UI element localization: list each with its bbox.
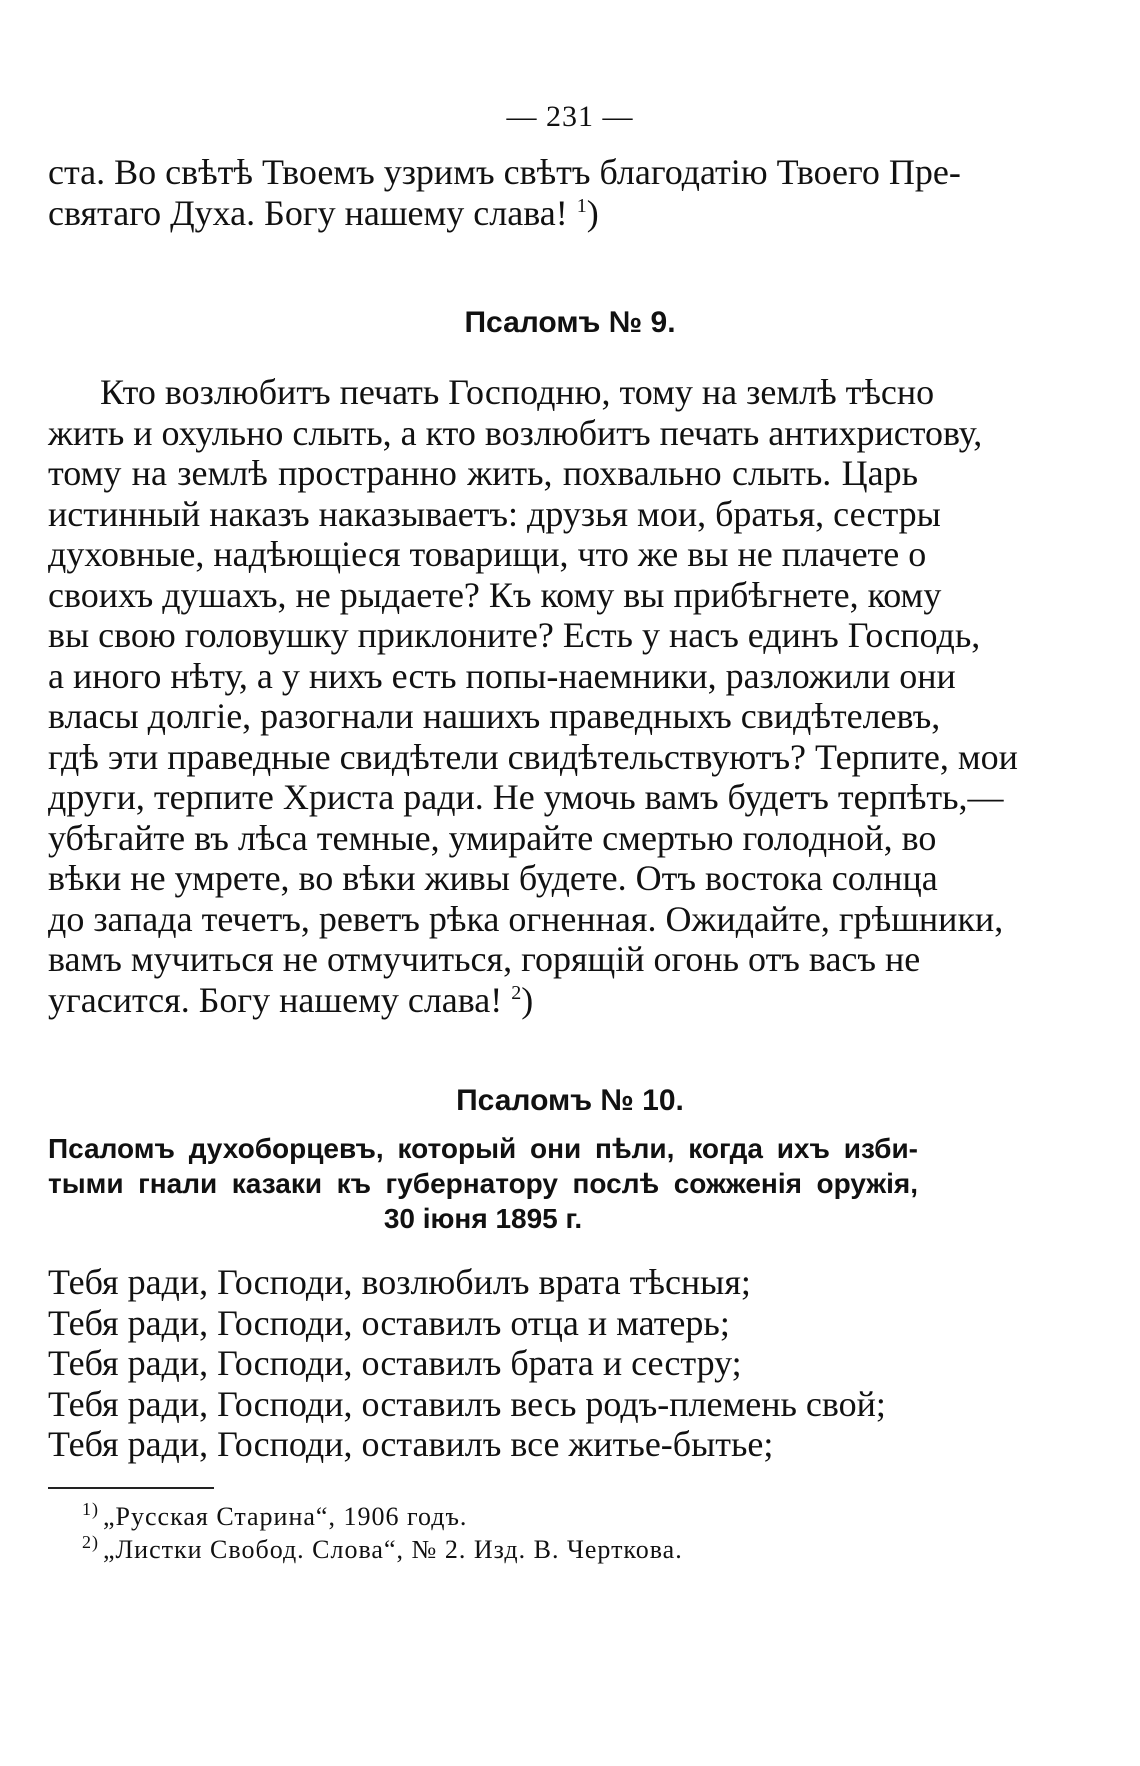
psalm10-verse: Тебя ради, Господи, оставилъ все житье-бытье; — [48, 1424, 774, 1464]
psalm9-line: а иного нѣту, а у нихъ есть попы-наемники, разложили они — [48, 655, 956, 696]
psalm10-verse: Тебя ради, Господи, оставилъ брата и сестру; — [48, 1343, 742, 1383]
psalm9-line: убѣгайте въ лѣса темные, умирайте смертью голодной, во — [48, 817, 937, 858]
footnote-mark: 1) — [82, 1499, 99, 1520]
footnote-divider — [48, 1487, 214, 1489]
psalm9-line: своихъ душахъ, не рыдаете? Къ кому вы прибѣгнете, кому — [48, 574, 942, 615]
footnote-ref-1: 1 — [576, 194, 587, 217]
psalm9-line: истинный наказъ наказываетъ: друзья мои, братья, сестры — [48, 493, 941, 534]
psalm9-line: други, терпите Христа ради. Не умочь вамъ будетъ терпѣть,— — [48, 777, 1004, 817]
psalm10-subtitle-line: Псаломъ духоборцевъ, который они пѣли, когда ихъ изби- — [48, 1133, 918, 1164]
psalm9-line-last — [48, 980, 918, 1021]
psalm9-line: до запада течетъ, реветъ рѣка огненная. Ожидайте, грѣшники, — [48, 898, 1004, 939]
page-number: — 231 — — [506, 100, 634, 133]
psalm9-line-text: угасится. Богу нашему слава! — [48, 979, 503, 1020]
psalm9-line: жить и охульно слыть, а кто возлюбитъ печать антихристову, — [48, 412, 983, 453]
continuation-line: ста. Во свѣтѣ Твоемъ узримъ свѣтъ благодатію Твоего Пре- — [48, 152, 961, 192]
footnote-ref-close: ) — [586, 192, 599, 233]
psalm10-subtitle-line: тыми гнали казаки къ губернатору послѣ сожженія оружія, — [48, 1168, 918, 1199]
psalm10-heading: Псаломъ № 10. — [456, 1084, 684, 1117]
psalm9-heading: Псаломъ № 9. — [464, 306, 676, 339]
psalm9-line: гдѣ эти праведные свидѣтели свидѣтельствуютъ? Терпите, мои — [48, 736, 1018, 777]
psalm9-line: власы долгіе, разогнали нашихъ праведныхъ свидѣтелевъ, — [48, 696, 941, 736]
psalm9-line: вы свою головушку приклоните? Есть у насъ единъ Господь, — [48, 615, 981, 655]
psalm9-line: Кто возлюбитъ печать Господню, тому на землѣ тѣсно — [100, 372, 935, 412]
footnote-mark: 2) — [82, 1532, 99, 1553]
continuation-line-text: святаго Духа. Богу нашему слава! — [48, 192, 568, 233]
footnotes — [82, 1500, 842, 1566]
psalm9-line: вѣки не умрете, во вѣки живы будете. Отъ востока солнца — [48, 858, 938, 898]
footnote-ref-2: 2 — [511, 981, 522, 1004]
footnote-2 — [82, 1533, 842, 1566]
psalm10-verses — [48, 1262, 918, 1465]
continuation-text — [48, 152, 961, 233]
psalm9-line: духовные, надѣющіеся товарищи, что же вы не плачете о — [48, 534, 927, 574]
psalm9-line: вамъ мучиться не отмучиться, горящій огонь отъ васъ не — [48, 939, 921, 979]
psalm10-verse: Тебя ради, Господи, оставилъ отца и матерь; — [48, 1302, 730, 1343]
footnote-text: „Русская Старина“, 1906 годъ. — [103, 1502, 468, 1531]
psalm10-verse: Тебя ради, Господи, возлюбилъ врата тѣсныя; — [48, 1262, 751, 1302]
footnote-ref-close: ) — [521, 979, 534, 1020]
psalm10-verse: Тебя ради, Господи, оставилъ весь родъ-племень свой; — [48, 1383, 886, 1424]
psalm10-subtitle-date: 30 іюня 1895 г. — [383, 1203, 583, 1234]
psalm10-subtitle — [48, 1131, 918, 1236]
footnote-1 — [82, 1500, 842, 1533]
psalm9-line: тому на землѣ пространно жить, похвально слыть. Царь — [48, 453, 918, 493]
psalm9-text — [48, 372, 1018, 1020]
continuation-line-last — [48, 193, 918, 234]
footnote-text: „Листки Свобод. Слова“, № 2. Изд. В. Черткова. — [103, 1535, 683, 1564]
